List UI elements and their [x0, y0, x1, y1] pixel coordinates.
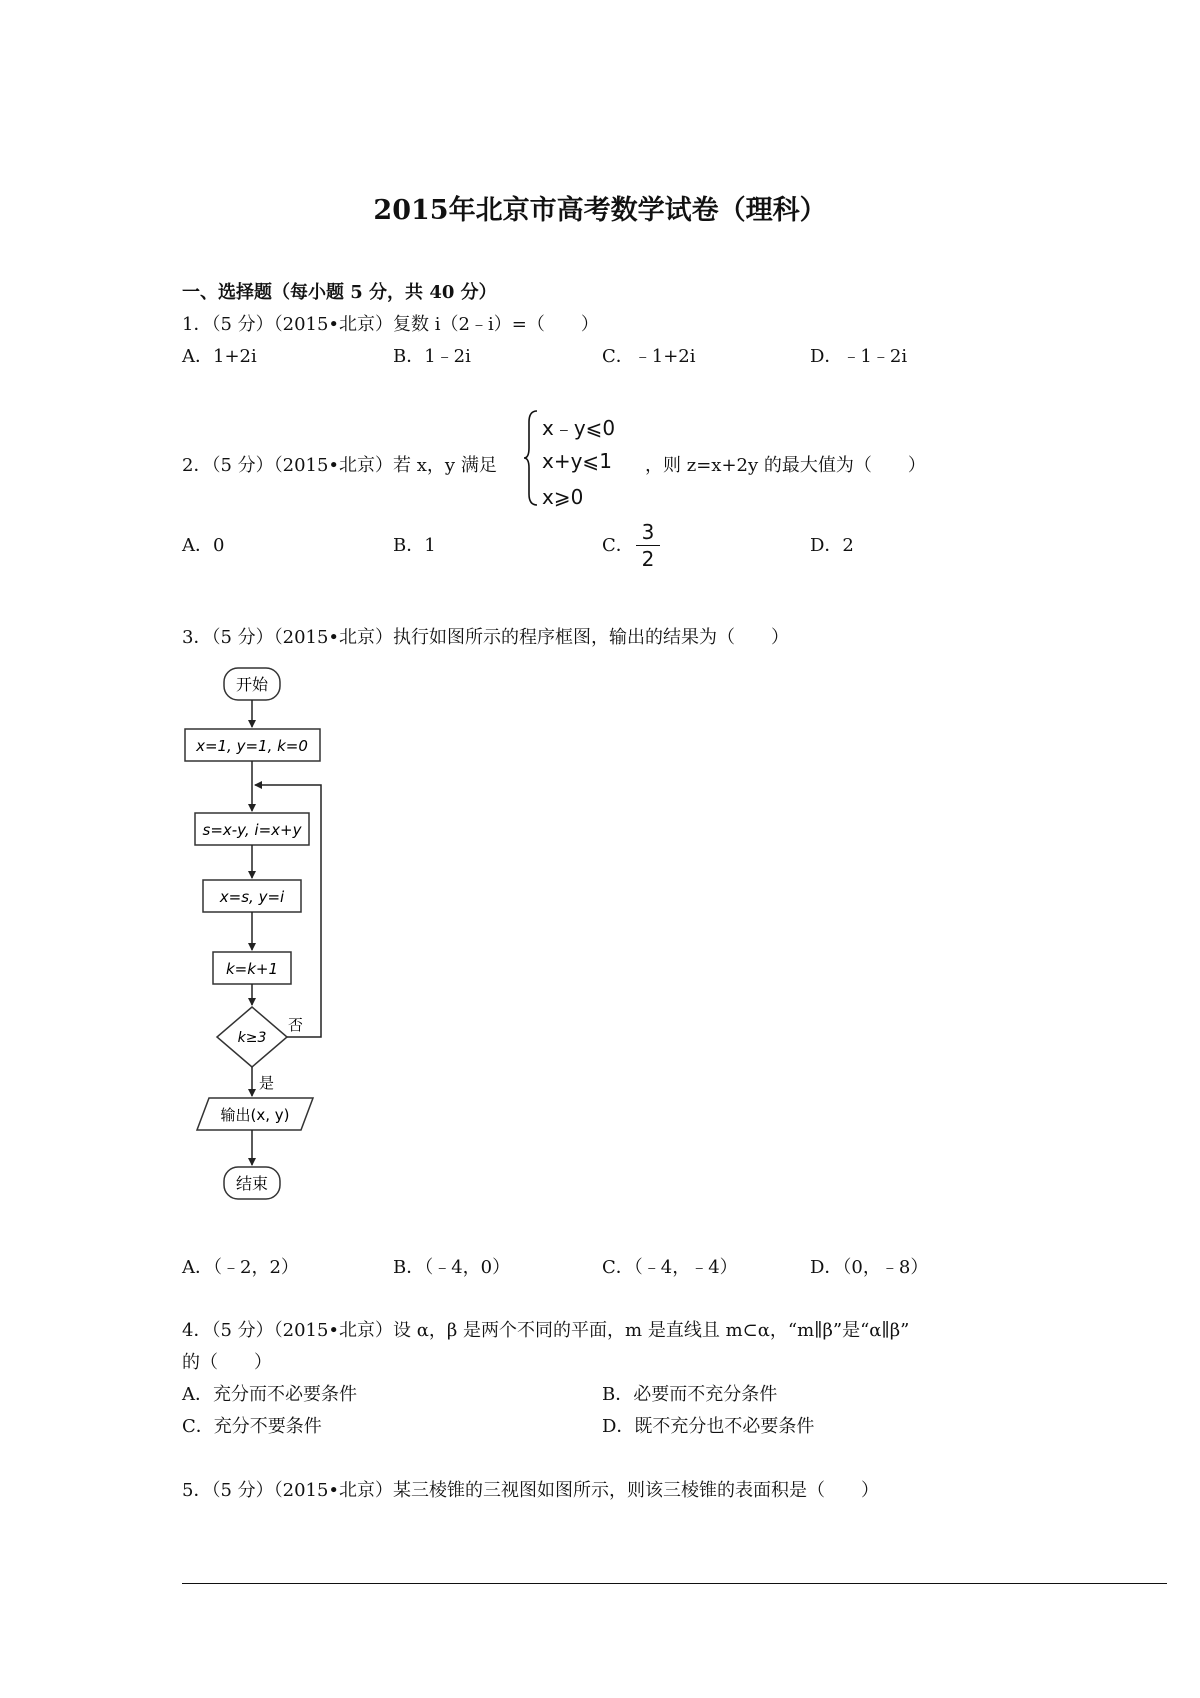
- flow-start-label: 开始: [235, 675, 269, 694]
- flow-step1-label: s=x-y, i=x+y: [202, 821, 302, 839]
- section-heading: 一、选择题（每小题 5 分，共 40 分）: [182, 282, 497, 303]
- page-title: 2015年北京市高考数学试卷（理科）: [373, 195, 827, 226]
- program-flowchart: [175, 660, 355, 1240]
- question-2-stem-end: ，则 z=x+2y 的最大值为（ ）: [645, 455, 926, 476]
- fraction-denominator: 2: [641, 547, 655, 571]
- flow-condition-label: k≥3: [237, 1030, 267, 1046]
- flow-yes-label: 是: [259, 1074, 275, 1092]
- q4-option-b: B．必要而不充分条件: [602, 1384, 778, 1405]
- question-5-stem: 5．（5 分）（2015•北京）某三棱锥的三视图如图所示，则该三棱锥的表面积是（ ）: [182, 1480, 880, 1501]
- flow-step3-label: k=k+1: [225, 960, 279, 978]
- q1-option-b: B．1﹣2i: [393, 346, 471, 367]
- q3-option-a: A．（﹣2，2）: [182, 1257, 299, 1278]
- q1-option-d: D．﹣1﹣2i: [810, 346, 908, 367]
- q3-option-b: B．（﹣4，0）: [393, 1257, 511, 1278]
- constraint-1: x﹣y⩽0: [542, 416, 616, 440]
- q2-option-b: B．1: [393, 535, 436, 556]
- q4-option-a: A．充分而不必要条件: [182, 1384, 357, 1405]
- question-1-stem: 1．（5 分）（2015•北京）复数 i（2﹣i）=（ ）: [182, 314, 599, 335]
- footer-divider: [182, 1583, 1167, 1584]
- flow-init-label: x=1, y=1, k=0: [196, 737, 308, 755]
- q2-option-d: D．2: [810, 535, 854, 556]
- fraction-three-halves: [636, 520, 660, 571]
- q4-option-d: D．既不充分也不必要条件: [602, 1416, 815, 1437]
- fraction-numerator: 3: [641, 520, 655, 544]
- constraint-3: x⩾0: [542, 485, 584, 509]
- q1-option-a: A．1+2i: [182, 346, 257, 367]
- brace-icon: [522, 408, 540, 508]
- q3-option-c: C．（﹣4，﹣4）: [602, 1257, 738, 1278]
- constraint-2: x+y⩽1: [542, 449, 612, 473]
- flow-output-label: 输出(x, y): [220, 1106, 290, 1124]
- q1-option-c: C．﹣1+2i: [602, 346, 696, 367]
- q2-option-c: C．: [602, 535, 634, 556]
- q3-option-d: D．（0，﹣8）: [810, 1257, 929, 1278]
- flow-no-label: 否: [288, 1016, 304, 1034]
- q4-option-c: C．充分不要条件: [182, 1416, 322, 1437]
- question-2-stem-start: 2．（5 分）（2015•北京）若 x，y 满足: [182, 455, 497, 476]
- question-4-stem-cont: 的（ ）: [182, 1352, 272, 1373]
- question-3-stem: 3．（5 分）（2015•北京）执行如图所示的程序框图，输出的结果为（ ）: [182, 627, 790, 648]
- flow-step2-label: x=s, y=i: [219, 888, 285, 906]
- fraction-bar: [636, 545, 660, 546]
- flow-end-label: 结束: [235, 1174, 269, 1193]
- q2-option-a: A．0: [182, 535, 225, 556]
- question-4-stem: 4．（5 分）（2015•北京）设 α，β 是两个不同的平面，m 是直线且 m⊂α，“m∥β”是“α∥β”: [182, 1320, 910, 1341]
